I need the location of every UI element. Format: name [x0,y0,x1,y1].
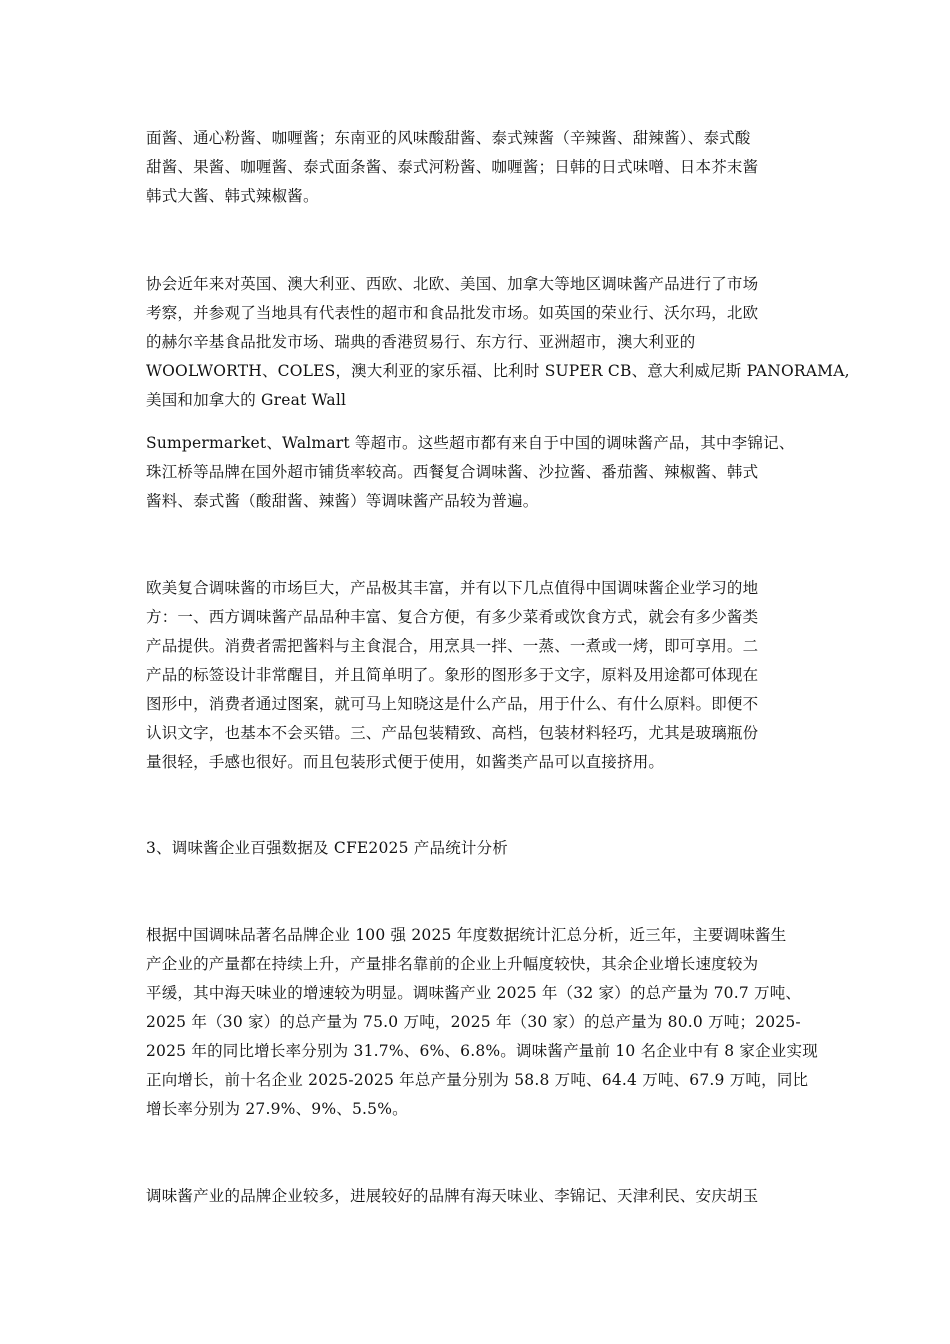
text-line: 增长率分别为 27.9%、9%、5.5%。 [146,1100,408,1118]
text-line: 美国和加拿大的 Great Wall [146,391,347,409]
text-line: 2025 年（30 家）的总产量为 75.0 万吨，2025 年（30 家）的总产量为 80.0 万吨；2025- [146,1013,801,1031]
text-line: 酱料、泰式酱（酸甜酱、辣酱）等调味酱产品较为普遍。 [146,492,539,510]
text-line: 韩式大酱、韩式辣椒酱。 [146,187,319,205]
text-line: 调味酱产业的品牌企业较多，进展较好的品牌有海天味业、李锦记、天津利民、安庆胡玉 [146,1187,759,1205]
text-line: 的赫尔辛基食品批发市场、瑞典的香港贸易行、东方行、亚洲超市，澳大利亚的 [146,333,696,351]
text-line: 协会近年来对英国、澳大利亚、西欧、北欧、美国、加拿大等地区调味酱产品进行了市场 [146,275,759,293]
section-heading: 3、调味酱企业百强数据及 CFE2025 产品统计分析 [146,839,508,857]
text-line: 欧美复合调味酱的市场巨大，产品极其丰富，并有以下几点值得中国调味酱企业学习的地 [146,579,759,597]
text-line: 认识文字，也基本不会买错。三、产品包装精致、高档，包装材料轻巧，尤其是玻璃瓶份 [146,724,759,742]
text-line: 产企业的产量都在持续上升，产量排名靠前的企业上升幅度较快，其余企业增长速度较为 [146,955,759,973]
text-line: WOOLWORTH、COLES，澳大利亚的家乐福、比利时 SUPER CB、意大利威尼斯 PANORAMA, [146,362,850,380]
text-line: 2025 年的同比增长率分别为 31.7%、6%、6.8%。调味酱产量前 10 名企业中有 8 家企业实现 [146,1042,818,1060]
text-line: 产品的标签设计非常醒目，并且简单明了。象形的图形多于文字，原料及用途都可体现在 [146,666,759,684]
text-line: 根据中国调味品著名品牌企业 100 强 2025 年度数据统计汇总分析，近三年，主要调味酱生 [146,926,787,944]
text-line: 甜酱、果酱、咖喱酱、泰式面条酱、泰式河粉酱、咖喱酱；日韩的日式味噌、日本芥末酱 [146,158,759,176]
text-line: 方：一、西方调味酱产品品种丰富、复合方便，有多少菜肴或饮食方式，就会有多少酱类 [146,608,759,626]
text-line: 考察，并参观了当地具有代表性的超市和食品批发市场。如英国的荣业行、沃尔玛，北欧 [146,304,759,322]
text-line: 图形中，消费者通过图案，就可马上知晓这是什么产品，用于什么、有什么原料。即便不 [146,695,759,713]
text-line: 量很轻，手感也很好。而且包装形式便于使用，如酱类产品可以直接挤用。 [146,753,665,771]
text-line: 平缓，其中海天味业的增速较为明显。调味酱产业 2025 年（32 家）的总产量为 70.7 万吨、 [146,984,802,1002]
text-line: 产品提供。消费者需把酱料与主食混合，用烹具一拌、一蒸、一煮或一烤，即可享用。二 [146,637,759,655]
text-line: Sumpermarket、Walmart 等超市。这些超市都有来自于中国的调味酱产品，其中李锦记、 [146,434,795,452]
text-line: 正向增长，前十名企业 2025-2025 年总产量分别为 58.8 万吨、64.4 万吨、67.9 万吨，同比 [146,1071,809,1089]
text-line: 珠江桥等品牌在国外超市铺货率较高。西餐复合调味酱、沙拉酱、番茄酱、辣椒酱、韩式 [146,463,759,481]
text-line: 面酱、通心粉酱、咖喱酱；东南亚的风味酸甜酱、泰式辣酱（辛辣酱、甜辣酱）、泰式酸 [146,129,751,147]
